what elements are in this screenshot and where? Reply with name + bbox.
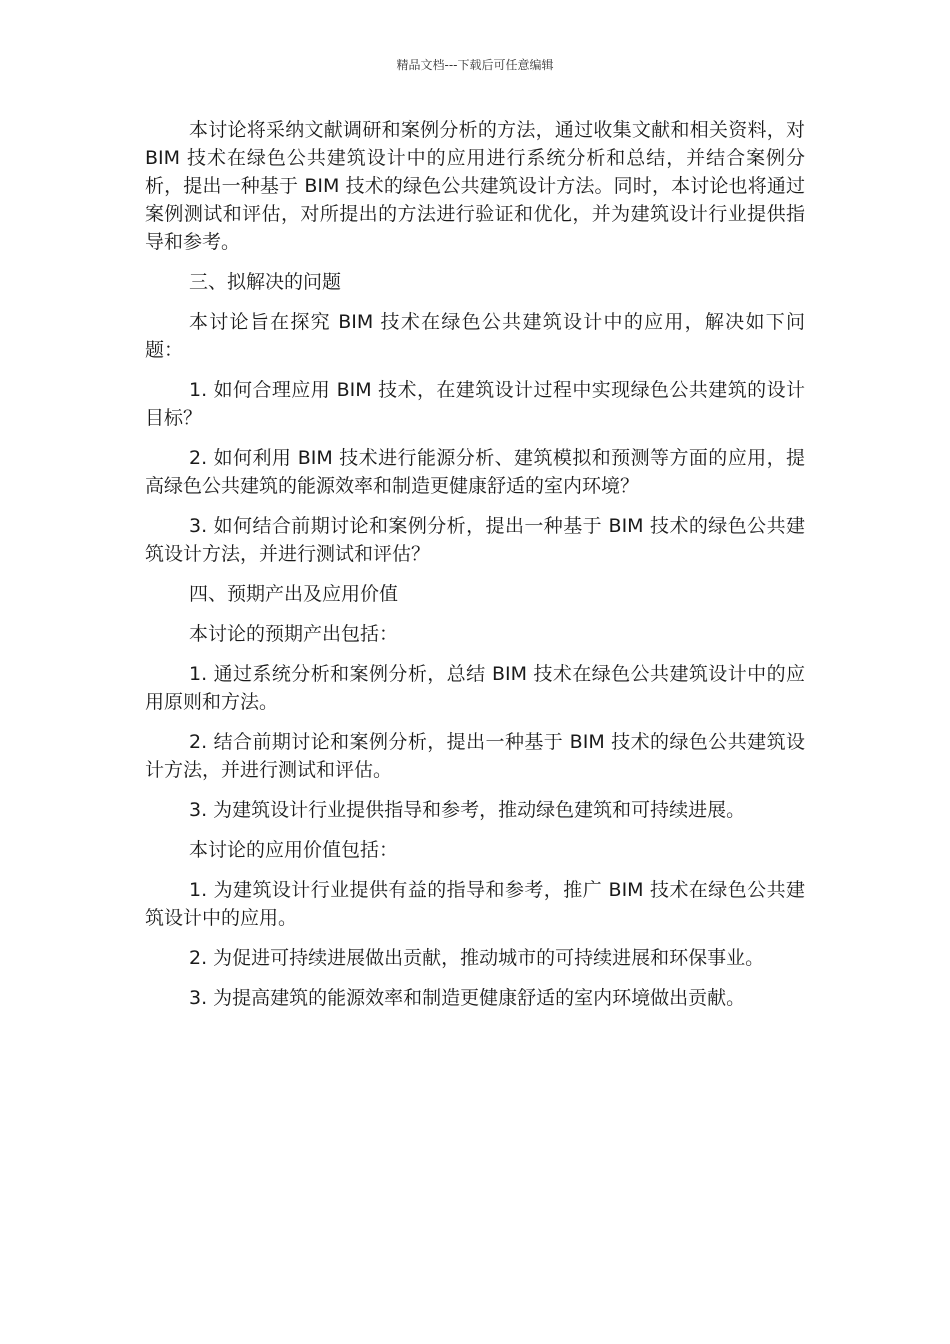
paragraph-methodology: 本讨论将采纳文献调研和案例分析的方法，通过收集文献和相关资料，对 BIM 技术在绿色公共建筑设计中的应用进行系统分析和总结，并结合案例分析，提出一种基于 BIM 技术的绿色公共建筑设计方法。同时，本讨论也将通过案例测试和评估，对所提出的方法进行验证和优化，并为建筑设计行业提供指导和参考。 (145, 119, 805, 253)
list-item: 3. 为建筑设计行业提供指导和参考，推动绿色建筑和可持续进展。 (189, 799, 746, 821)
list-item: 1. 如何合理应用 BIM 技术，在建筑设计过程中实现绿色公共建筑的设计目标？ (145, 379, 805, 429)
section-heading-problems: 三、拟解决的问题 (189, 271, 342, 293)
page-header: 精品文档---下载后可任意编辑 (396, 58, 554, 72)
paragraph-problems-intro: 本讨论旨在探究 BIM 技术在绿色公共建筑设计中的应用，解决如下问题： (145, 311, 805, 361)
list-item: 2. 结合前期讨论和案例分析，提出一种基于 BIM 技术的绿色公共建筑设计方法，并进行测试和评估。 (145, 731, 805, 781)
paragraph-outputs-intro: 本讨论的预期产出包括： (189, 623, 399, 645)
list-item: 3. 为提高建筑的能源效率和制造更健康舒适的室内环境做出贡献。 (189, 987, 746, 1009)
list-item: 3. 如何结合前期讨论和案例分析，提出一种基于 BIM 技术的绿色公共建筑设计方法，并进行测试和评估？ (145, 515, 805, 565)
list-item: 1. 为建筑设计行业提供有益的指导和参考，推广 BIM 技术在绿色公共建筑设计中的应用。 (145, 879, 805, 929)
paragraph-value-intro: 本讨论的应用价值包括： (189, 839, 399, 861)
list-item: 2. 为促进可持续进展做出贡献，推动城市的可持续进展和环保事业。 (189, 947, 765, 969)
section-heading-outputs: 四、预期产出及应用价值 (189, 583, 399, 605)
list-item: 2. 如何利用 BIM 技术进行能源分析、建筑模拟和预测等方面的应用，提高绿色公共建筑的能源效率和制造更健康舒适的室内环境？ (145, 447, 805, 497)
document-body (145, 116, 805, 1024)
list-item: 1. 通过系统分析和案例分析，总结 BIM 技术在绿色公共建筑设计中的应用原则和方法。 (145, 663, 805, 713)
